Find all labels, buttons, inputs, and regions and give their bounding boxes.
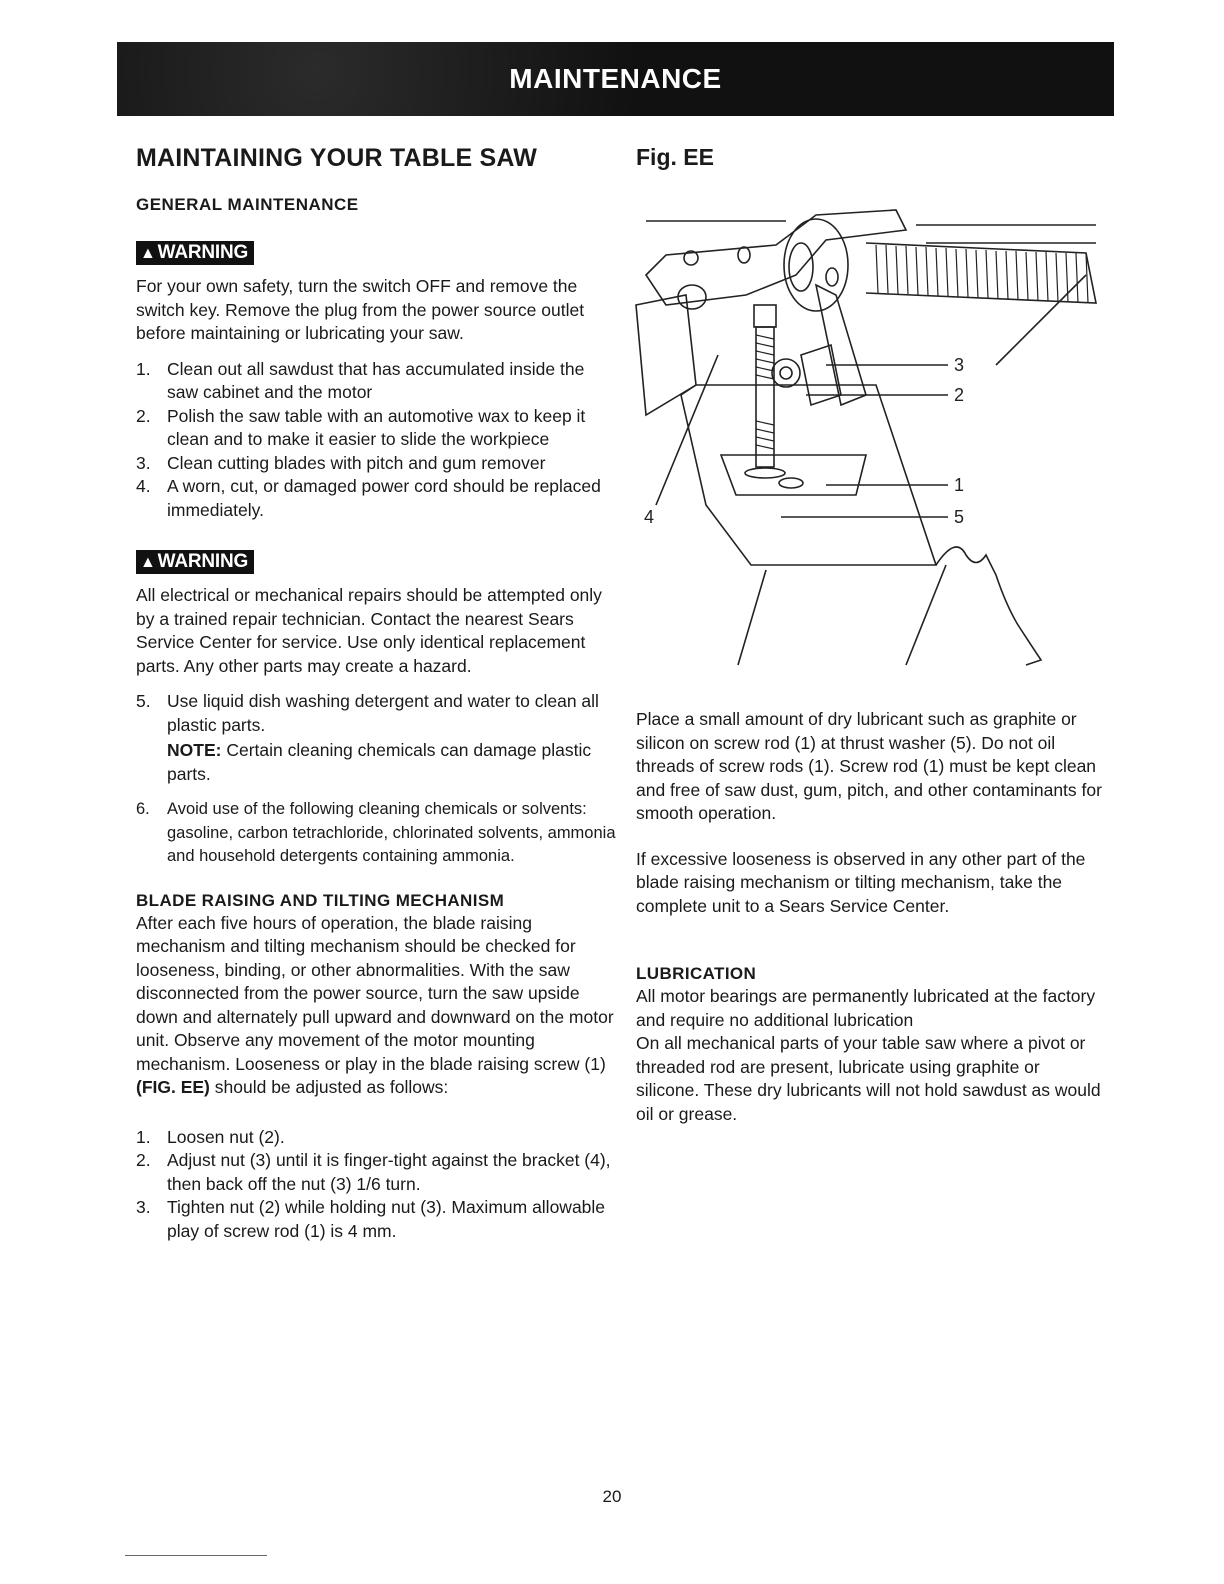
warning-text: For your own safety, turn the switch OFF and remove the switch key. Remove the plug from the power source outlet before maintaining or lubricating your saw. (136, 276, 585, 343)
bracket-plate (721, 455, 866, 495)
base-line (738, 570, 766, 665)
figure-title: Fig. EE (636, 144, 714, 170)
callout-3: 3 (954, 355, 965, 375)
warning-triangle-icon: ▲ (140, 554, 156, 571)
lubrication-text-1: All motor bearings are permanently lubricated at the factory and require no additional lubrication (636, 986, 1096, 1030)
cleaning-list (136, 690, 616, 737)
looseness-paragraph: If excessive looseness is observed in any other part of the blade raising mechanism or tilting mechanism, take the complete unit to a Sears Service Center. (636, 848, 1086, 916)
warning-badge (136, 241, 254, 265)
nut-3 (754, 305, 776, 327)
screw-rod (756, 327, 774, 467)
warning-label: WARNING (157, 551, 249, 572)
nut-2-center (780, 367, 792, 379)
side-plate (636, 295, 696, 415)
list-item: 4. A worn, cut, or damaged power cord should be replaced immediately. (136, 476, 601, 520)
list-item: 1. Clean out all sawdust that has accumulated inside the saw cabinet and the motor (136, 358, 585, 402)
banner-title: MAINTENANCE (509, 63, 722, 94)
nut-2 (772, 359, 800, 387)
leader-line-4 (656, 355, 718, 505)
thrust-washer (745, 468, 785, 478)
callout-5: 5 (954, 507, 965, 527)
warning-text: All electrical or mechanical repairs should be attempted only by a trained repair technician. Contact the nearest Sears Service Center for service. Use only identical replacement parts. Any other parts may create a hazard. (136, 585, 602, 676)
adjustment-steps (136, 1126, 616, 1244)
callout-2: 2 (954, 385, 965, 405)
hex-nut (678, 285, 706, 309)
set-screw (826, 268, 838, 286)
section-banner (117, 42, 1114, 116)
rail-line (996, 275, 1086, 365)
threaded-shaft (866, 243, 1096, 303)
left-column (136, 144, 616, 1243)
cleaning-list (136, 798, 616, 869)
upper-bracket (646, 210, 906, 305)
list-item: 3. Clean cutting blades with pitch and gum remover (136, 452, 546, 473)
right-column (636, 144, 1106, 1126)
lubricant-paragraph: Place a small amount of dry lubricant such as graphite or silicon on screw rod (1) at thrust washer (5). Do not oil threads of screw rods (1). Screw rod (1) must be kept clean and free of saw dust, gum, pitch, and other contaminants for smooth operation. (636, 709, 1102, 823)
trunnion-bore (789, 243, 813, 291)
footer-line (125, 1555, 267, 1556)
lubrication-heading: LUBRICATION (636, 964, 757, 983)
warning-badge (136, 550, 254, 574)
bracket-hole (738, 247, 750, 263)
list-item: 3. Tighten nut (2) while holding nut (3). Maximum allowable play of screw rod (1) is 4 mm. (136, 1197, 606, 1241)
trunnion-block (784, 219, 848, 311)
blade-mechanism-text: After each five hours of operation, the blade raising mechanism and tilting mechanism should be checked for looseness, binding, or other abnormalities. With the saw disconnected from the power source, turn the saw upside down and alternately pull upward and downward on the motor unit. Observe any movement of the motor mounting mechanism. Looseness or play in the blade raising screw (1) (FIG. EE) should be adjusted as follows: (136, 912, 614, 1097)
bracket-4 (681, 385, 936, 565)
warning-label: WARNING (157, 242, 249, 263)
blade-mechanism-heading: BLADE RAISING AND TILTING MECHANISM (136, 890, 505, 910)
note-text: Certain cleaning chemicals can damage plastic parts. (167, 740, 592, 784)
lubrication-text-2: On all mechanical parts of your table saw where a pivot or threaded rod are present, lubricate using graphite or silicone. These dry lubricants will not hold sawdust as would oil or grease. (636, 1033, 1101, 1124)
slot (779, 478, 803, 488)
page-title: MAINTAINING YOUR TABLE SAW (136, 144, 538, 172)
list-item: 5. Use liquid dish washing detergent and water to clean all plastic parts. (136, 691, 599, 735)
base-line (906, 565, 946, 665)
page-number: 20 (602, 1487, 622, 1506)
note (136, 739, 616, 786)
list-item: 2. Adjust nut (3) until it is finger-tight against the bracket (4), then back off the nut (3) 1/6 turn. (136, 1150, 611, 1194)
maintenance-list (136, 358, 616, 523)
list-item: 1. Loosen nut (2). (136, 1126, 285, 1147)
vertical-arm (816, 285, 866, 405)
mechanism-diagram (626, 185, 1106, 705)
general-maintenance-heading: GENERAL MAINTENANCE (136, 195, 359, 214)
callout-1: 1 (954, 475, 965, 495)
saw-blade-teeth (936, 547, 1041, 665)
figure-reference: (FIG. EE) (136, 1077, 210, 1097)
list-item: 6. Avoid use of the following cleaning chemicals or solvents: gasoline, carbon tetrachloride, chlorinated solvents, ammonia and household detergents containing ammonia. (136, 800, 616, 865)
warning-triangle-icon: ▲ (140, 245, 156, 262)
note-label: NOTE: (167, 740, 222, 760)
callout-4: 4 (644, 507, 655, 527)
list-item: 2. Polish the saw table with an automotive wax to keep it clean and to make it easier to slide the workpiece (136, 405, 586, 449)
